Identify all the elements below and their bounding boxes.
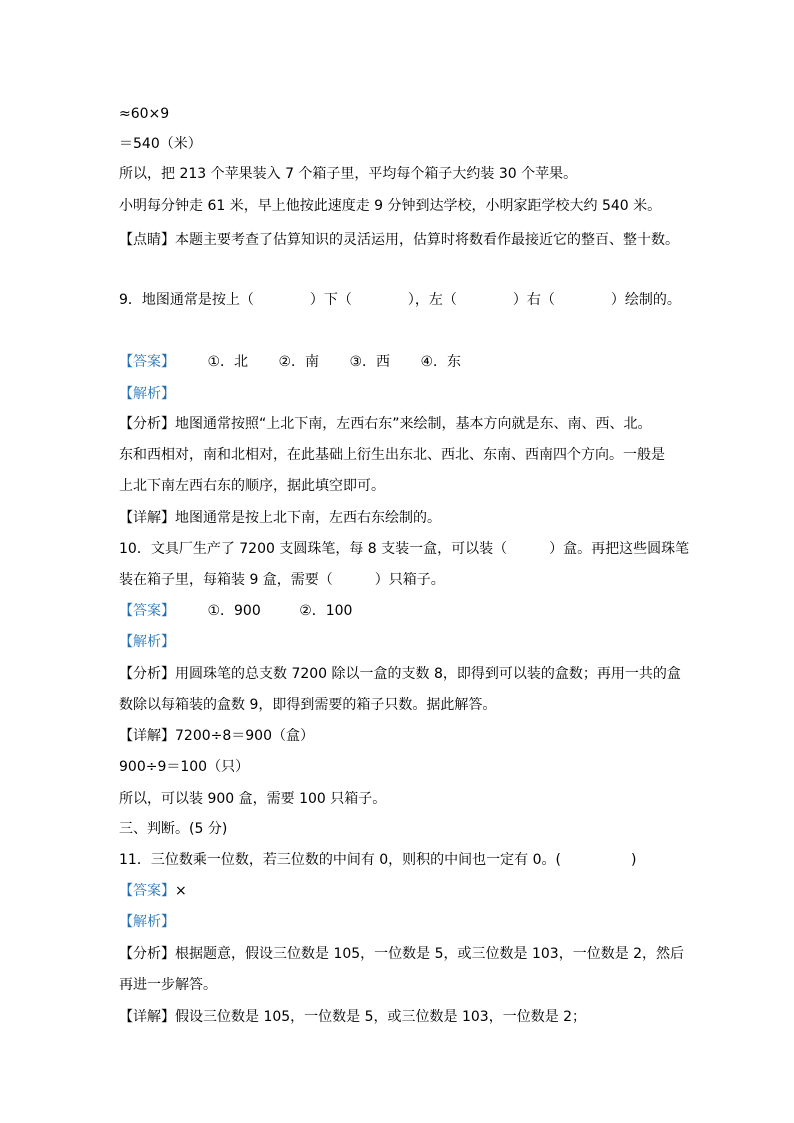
q9-option-4: ④．东	[420, 354, 462, 370]
question-10-line-2: 装在箱子里，每箱装 9 盒，需要（ ）只箱子。	[119, 572, 445, 588]
q11-fenxi-line	[119, 944, 684, 964]
text-line: 再进一步解答。	[119, 977, 217, 993]
xiangjie-text: 地图通常是按上北下南，左西右东绘制的。	[175, 510, 441, 526]
question-10-line-1: 10．文具厂生产了 7200 支圆珠笔，每 8 支装一盒，可以装（ ）盒。再把这些圆珠笔	[119, 541, 690, 557]
answer-tag: 【答案】	[119, 883, 175, 899]
q9-fenxi-line	[119, 414, 652, 434]
text-line: ＝540（米）	[119, 136, 202, 152]
q9-option-3: ③．西	[349, 354, 391, 370]
q10-answer-line	[119, 601, 352, 621]
text-line: 所以，把 213 个苹果装入 7 个箱子里，平均每个箱子大约装 30 个苹果。	[119, 166, 578, 182]
xiangjie-tag: 【详解】	[119, 1009, 175, 1025]
q9-xiangjie-line	[119, 508, 441, 528]
question-9: 9．地图通常是按上（ ）下（ ），左（ ）右（ ）绘制的。	[119, 292, 681, 308]
question-11: 11．三位数乘一位数，若三位数的中间有 0，则积的中间也一定有 0。( )	[119, 852, 637, 868]
text-line: 小明每分钟走 61 米，早上他按此速度走 9 分钟到达学校，小明家距学校大约 540 米。	[119, 198, 662, 214]
text-line: 数除以每箱装的盒数 9，即得到需要的箱子只数。据此解答。	[119, 697, 497, 713]
xiangjie-text: 7200÷8＝900（盒）	[175, 728, 314, 744]
answer-tag: 【答案】	[119, 354, 175, 370]
dianjing-line	[119, 230, 679, 250]
text-line: 东和西相对，南和北相对，在此基础上衍生出东北、西北、东南、西南四个方向。一般是	[119, 447, 665, 463]
section-heading: 三、判断。(5 分)	[119, 821, 228, 837]
q10-fenxi-line	[119, 664, 681, 684]
fenxi-tag: 【分析】	[119, 416, 175, 432]
q9-option-2: ②．南	[278, 354, 320, 370]
q11-xiangjie-line	[119, 1007, 586, 1027]
q9-answer-line	[119, 352, 461, 372]
dianjing-text: 本题主要考查了估算知识的灵活运用，估算时将数看作最接近它的整百、整十数。	[175, 232, 679, 248]
dianjing-tag: 【点睛】	[119, 232, 175, 248]
xiangjie-tag: 【详解】	[119, 728, 175, 744]
fenxi-tag: 【分析】	[119, 666, 175, 682]
answer-tag: 【答案】	[119, 603, 175, 619]
xiangjie-text: 假设三位数是 105，一位数是 5，或三位数是 103，一位数是 2；	[175, 1009, 587, 1025]
text-line: 所以，可以装 900 盒，需要 100 只箱子。	[119, 791, 387, 807]
text-line: 上北下南左西右东的顺序，据此填空即可。	[119, 478, 385, 494]
q10-option-1: ①．900	[207, 603, 261, 619]
fenxi-tag: 【分析】	[119, 946, 175, 962]
jiexi-tag: 【解析】	[119, 634, 175, 650]
jiexi-tag: 【解析】	[119, 386, 175, 402]
fenxi-text: 用圆珠笔的总支数 7200 除以一盒的支数 8，即得到可以装的盒数；再用一共的盒	[175, 666, 681, 682]
q9-option-1: ①．北	[207, 354, 249, 370]
text-line: 900÷9＝100（只）	[119, 759, 250, 775]
text-line: ≈60×9	[119, 106, 170, 122]
fenxi-text: 地图通常按照“上北下南，左西右东”来绘制，基本方向就是东、南、西、北。	[175, 416, 652, 432]
xiangjie-tag: 【详解】	[119, 510, 175, 526]
q11-answer-line	[119, 881, 187, 901]
fenxi-text: 根据题意，假设三位数是 105，一位数是 5，或三位数是 103，一位数是 2，然后	[175, 946, 685, 962]
q11-answer: ×	[175, 883, 187, 899]
q10-xiangjie-line	[119, 726, 314, 746]
jiexi-tag: 【解析】	[119, 914, 175, 930]
q10-option-2: ②．100	[299, 603, 353, 619]
